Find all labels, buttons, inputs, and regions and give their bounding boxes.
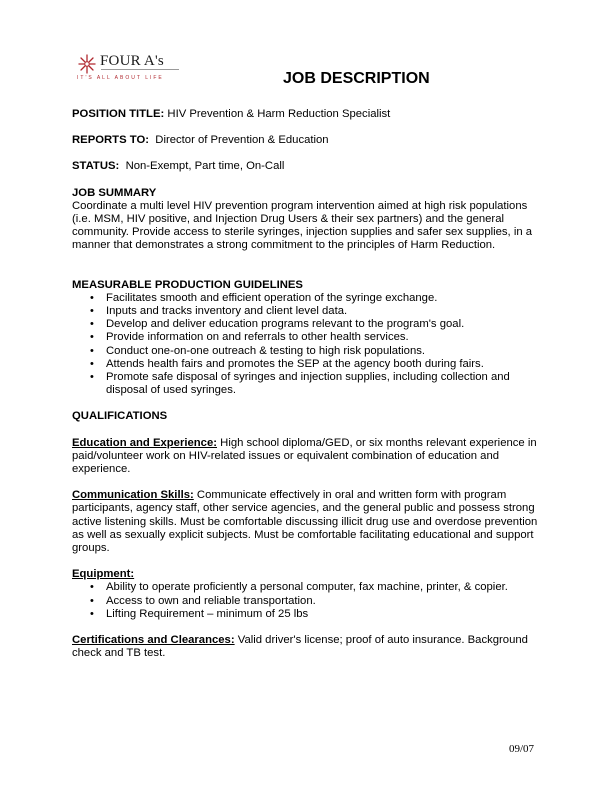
spacer — [72, 555, 542, 568]
certifications-text: Valid driver's license; proof of auto insurance. Background check and TB test. — [72, 634, 528, 660]
reports-to — [72, 134, 542, 147]
education-label: Education and Experience: — [72, 436, 218, 449]
job-summary-heading: JOB SUMMARY — [72, 186, 157, 199]
spacer — [72, 621, 542, 634]
list-item: • Attends health fairs and promotes the SEP at the agency booth during fairs. — [106, 358, 542, 371]
logo-tagline: IT'S ALL ABOUT LIFE — [77, 75, 164, 81]
guidelines-list — [72, 292, 542, 398]
starburst-logo-icon — [77, 53, 97, 75]
list-item: • Access to own and reliable transportation. — [106, 595, 542, 608]
communication-paragraph — [72, 489, 542, 555]
spacer — [72, 397, 542, 410]
status-value: Non-Exempt, Part time, On-Call — [125, 160, 285, 173]
list-item: • Develop and deliver education programs relevant to the program's goal. — [106, 318, 542, 331]
position-title-value: HIV Prevention & Harm Reduction Specialist — [167, 108, 391, 120]
spacer — [72, 476, 542, 489]
list-item: • Ability to operate proficiently a personal computer, fax machine, printer, & copier. — [106, 581, 542, 594]
certifications-paragraph — [72, 634, 542, 660]
communication-text: Communicate effectively in oral and written form with program participants, agency staff, other service agencies, and the general public and possess strong active listening skills. Must be comfortable discussing illicit drug use and overdose prevention as well as sexually explicit subjects. Must be comfortable facilitating educational and support groups. — [72, 489, 538, 555]
status-label: STATUS: — [72, 160, 120, 173]
equipment-list — [72, 581, 542, 621]
guidelines-heading: MEASURABLE PRODUCTION GUIDELINES — [72, 278, 303, 291]
certifications-label: Certifications and Clearances: — [72, 634, 235, 647]
four-as-logo — [77, 53, 187, 83]
reports-to-label: REPORTS TO: — [72, 134, 149, 147]
qualifications-heading: QUALIFICATIONS — [72, 410, 168, 423]
list-item: • Provide information on and referrals to other health services. — [106, 331, 542, 344]
reports-to-value: Director of Prevention & Education — [155, 134, 329, 147]
position-title — [72, 108, 542, 121]
spacer — [72, 253, 542, 279]
list-item: • Facilitates smooth and efficient operation of the syringe exchange. — [106, 292, 542, 305]
document-body — [72, 108, 542, 661]
footer-date: 09/07 — [509, 743, 535, 755]
education-paragraph — [72, 437, 542, 477]
spacer — [72, 424, 542, 437]
list-item: • Inputs and tracks inventory and client level data. — [106, 305, 542, 318]
job-summary-text: Coordinate a multi level HIV prevention program intervention aimed at high risk populations (i.e. MSM, HIV positive, and Injection Drug Users & their sex partners) and the general community. Provide access to sterile syringes, injection supplies and safer sex supplies, in a manner that demonstrates a strong commitment to the principles of Harm Reduction. — [72, 199, 533, 252]
equipment-label: Equipment: — [72, 568, 135, 581]
logo-fine-rule — [101, 69, 179, 72]
position-title-label: POSITION TITLE: — [72, 108, 165, 120]
status — [72, 160, 542, 173]
communication-label: Communication Skills: — [72, 489, 194, 502]
list-item: • Lifting Requirement – minimum of 25 lbs — [106, 608, 542, 621]
logo-name: FOUR A's — [100, 53, 164, 69]
list-item: • Promote safe disposal of syringes and injection supplies, including collection and disposal of used syringes. — [106, 371, 542, 397]
education-text: High school diploma/GED, or six months relevant experience in paid/volunteer work on HIV-related issues or equivalent combination of education and experience. — [72, 436, 537, 476]
page-title: JOB DESCRIPTION — [283, 70, 430, 87]
list-item: • Conduct one-on-one outreach & testing to high risk populations. — [106, 345, 542, 358]
